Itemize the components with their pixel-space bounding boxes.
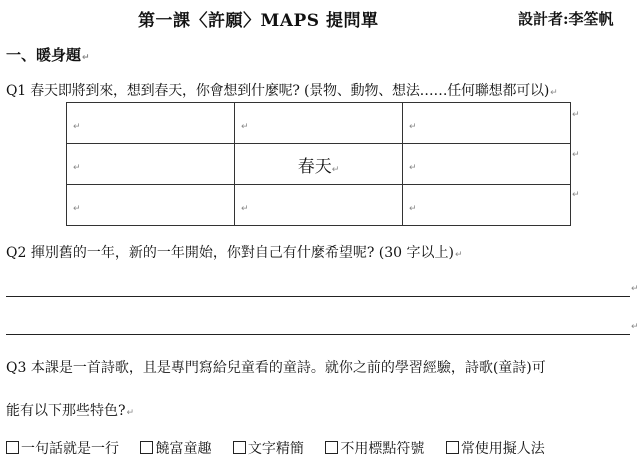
paragraph-mark-icon: ↵ <box>550 88 558 98</box>
section-heading <box>6 44 90 65</box>
checkbox-icon[interactable] <box>140 441 153 454</box>
option-label: 文字精簡 <box>247 441 304 457</box>
paragraph-mark-icon: ↵ <box>409 203 417 214</box>
question-1 <box>6 80 557 100</box>
center-label-text: 春天 <box>297 156 332 177</box>
option-no-punctuation[interactable] <box>325 441 424 457</box>
paragraph-mark-icon: ↵ <box>241 121 249 132</box>
brainstorm-grid <box>66 102 571 226</box>
checkbox-icon[interactable] <box>446 441 459 454</box>
row-end-mark-icon: ↵ <box>572 150 580 160</box>
question-1-text: Q1 春天即將到來，想到春天，你會想到什麼呢? (景物、動物、想法……任何聯想都可以) <box>6 83 550 99</box>
grid-cell[interactable] <box>235 103 403 144</box>
option-one-line-per-sentence[interactable] <box>6 441 119 457</box>
grid-row <box>67 185 571 226</box>
option-label: 饒富童趣 <box>155 441 212 457</box>
question-2-text: Q2 揮別舊的一年，新的一年開始，你對自己有什麼希望呢? (30 字以上) <box>6 245 454 261</box>
page-title: 第一課〈許願〉MAPS 提問單 <box>138 11 379 31</box>
feature-options <box>6 438 562 458</box>
grid-row <box>67 103 571 144</box>
grid-cell[interactable] <box>67 185 235 226</box>
paragraph-mark-icon: ↵ <box>241 203 249 214</box>
designer-credit: 設計者:李筌帆 <box>518 10 614 28</box>
paragraph-mark-icon: ↵ <box>73 162 81 173</box>
question-2 <box>6 242 463 262</box>
paragraph-mark-icon: ↵ <box>126 408 135 418</box>
paragraph-mark-icon: ↵ <box>454 250 463 260</box>
question-3-line-1: Q3 本課是一首詩歌，且是專門寫給兒童看的童詩。就你之前的學習經驗，詩歌(童詩)可 <box>6 360 546 376</box>
grid-cell[interactable] <box>67 144 235 185</box>
option-label: 常使用擬人法 <box>460 441 545 457</box>
paragraph-mark-icon: ↵ <box>409 121 417 132</box>
checkbox-icon[interactable] <box>6 441 19 454</box>
paragraph-mark-icon: ↵ <box>331 164 340 175</box>
row-end-mark-icon: ↵ <box>572 110 580 120</box>
paragraph-mark-icon: ↵ <box>631 322 639 332</box>
grid-center-label <box>241 152 396 177</box>
paragraph-mark-icon: ↵ <box>409 162 417 173</box>
option-label: 不用標點符號 <box>340 441 425 457</box>
paragraph-mark-icon: ↵ <box>73 203 81 214</box>
paragraph-mark-icon: ↵ <box>82 53 90 63</box>
option-childlike-fun[interactable] <box>140 441 211 457</box>
paragraph-mark-icon: ↵ <box>631 284 639 294</box>
checkbox-icon[interactable] <box>325 441 338 454</box>
paragraph-mark-icon: ↵ <box>73 121 81 132</box>
answer-line[interactable] <box>6 296 630 297</box>
option-concise-wording[interactable] <box>233 441 304 457</box>
answer-line[interactable] <box>6 334 630 335</box>
grid-cell[interactable] <box>235 185 403 226</box>
grid-center-cell <box>235 144 403 185</box>
grid-cell[interactable] <box>403 144 571 185</box>
grid-cell[interactable] <box>403 103 571 144</box>
question-3-line-2-text: 能有以下那些特色? <box>6 403 126 419</box>
question-3-line-2 <box>6 400 134 420</box>
option-label: 一句話就是一行 <box>21 441 119 457</box>
checkbox-icon[interactable] <box>233 441 246 454</box>
section-heading-text: 一、暖身題 <box>6 46 82 64</box>
option-personification[interactable] <box>446 441 545 457</box>
grid-row <box>67 144 571 185</box>
grid-cell[interactable] <box>403 185 571 226</box>
row-end-mark-icon: ↵ <box>572 190 580 200</box>
grid-cell[interactable] <box>67 103 235 144</box>
